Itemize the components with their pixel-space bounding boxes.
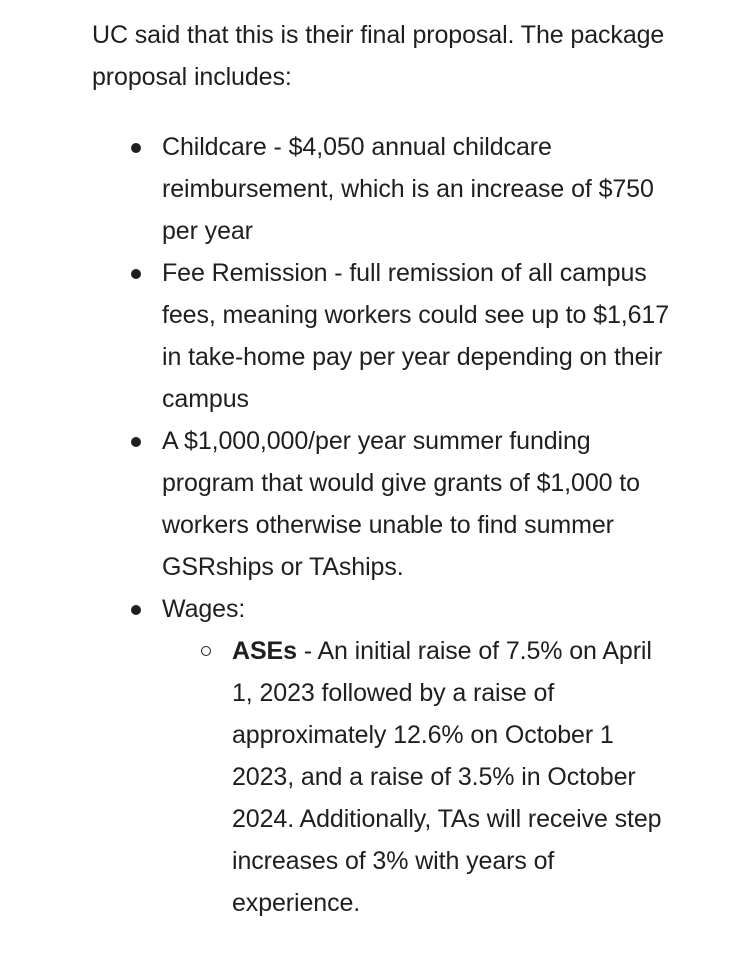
bullet-disc-icon (131, 605, 141, 615)
list-item-text: Fee Remission - full remission of all campus fees, meaning workers could see up to $1,617 in take-home pay per year depending on their campus (162, 259, 670, 413)
ases-text: - An initial raise of 7.5% on April 1, 2023 followed by a raise of approximately 12.6% on October 1 2023, and a raise of 3.5% in October 2024. Additionally, TAs will receive step increases of 3% with years of experience. (232, 637, 662, 917)
sublist-item-ases (232, 630, 672, 924)
list-item-text: Childcare - $4,050 annual childcare reimbursement, which is an increase of $750 per year (162, 133, 654, 245)
bullet-disc-icon (131, 437, 141, 447)
proposal-list (92, 126, 672, 924)
list-item-wages (162, 588, 672, 924)
ases-label: ASEs (232, 637, 297, 665)
wages-sublist (162, 630, 672, 924)
intro-paragraph: UC said that this is their final proposal. The package proposal includes: (92, 21, 665, 91)
bullet-disc-icon (131, 143, 141, 153)
list-item-text: A $1,000,000/per year summer funding program that would give grants of $1,000 to workers otherwise unable to find summer GSRships or TAships. (162, 427, 640, 581)
document-body (92, 14, 672, 924)
list-item-text: Wages: (162, 595, 246, 623)
list-item-summer-funding (162, 420, 672, 588)
list-item-fee-remission (162, 252, 672, 420)
list-item-childcare (162, 126, 672, 252)
bullet-disc-icon (131, 269, 141, 279)
bullet-circle-icon (201, 646, 211, 656)
